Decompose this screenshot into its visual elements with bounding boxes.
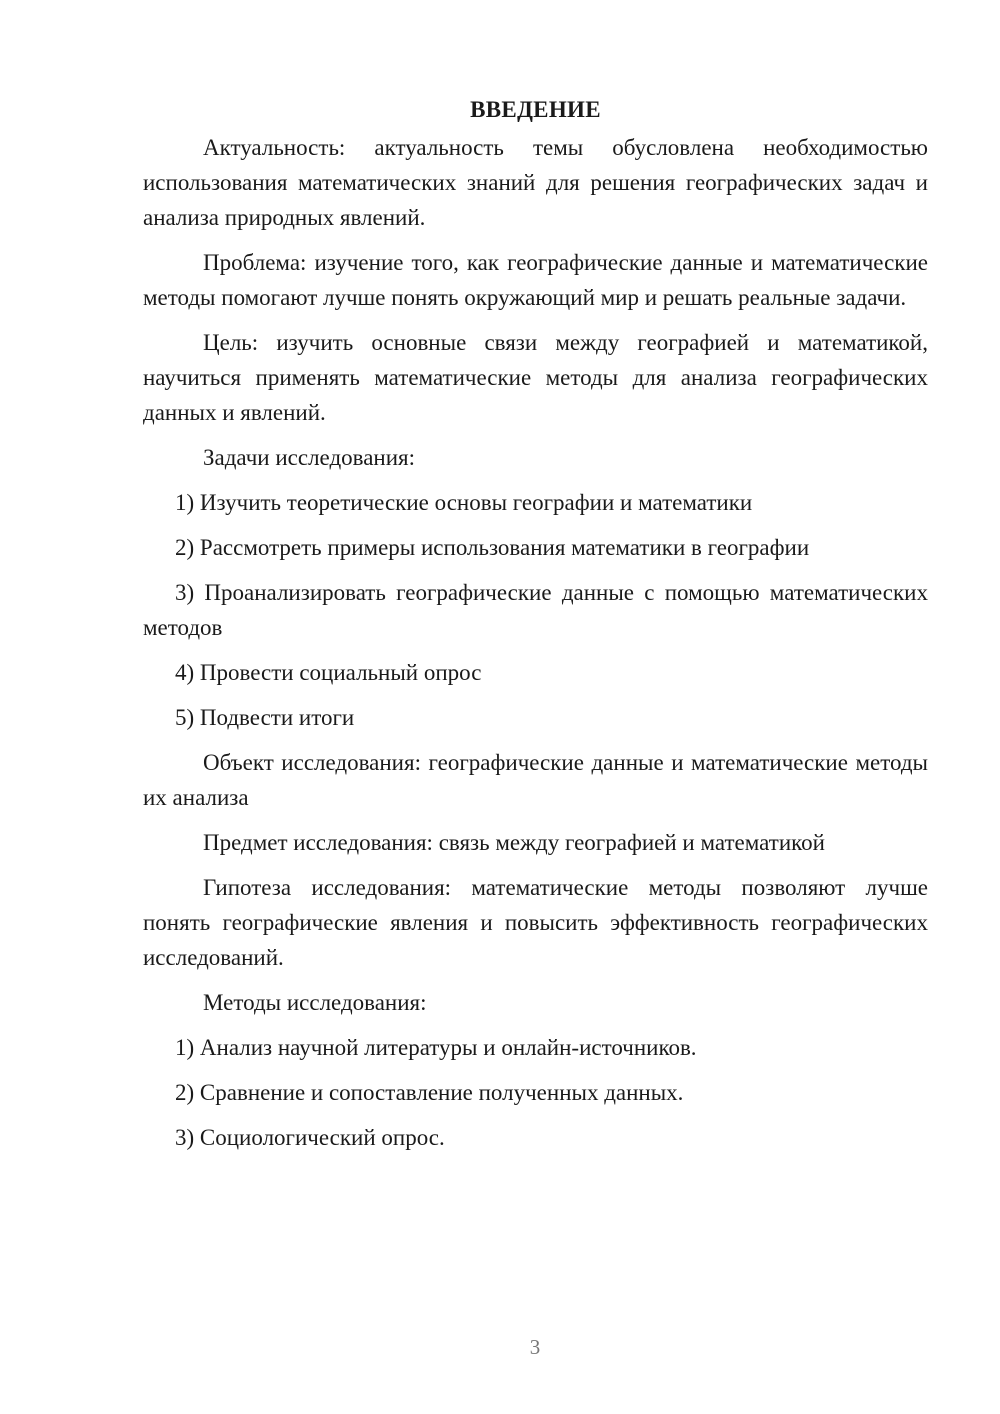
task-item-5: 5) Подвести итоги (175, 705, 355, 730)
method-item-1: 1) Анализ научной литературы и онлайн-источников. (175, 1035, 697, 1060)
paragraph-relevance: Актуальность: актуальность темы обусловлена необходимостью использования математических знаний для решения географических задач и анализа природных явлений. (143, 135, 928, 230)
paragraph-object: Объект исследования: географические данные и математические методы их анализа (143, 750, 928, 810)
task-item-1: 1) Изучить теоретические основы географии и математики (175, 490, 753, 515)
paragraph-goal: Цель: изучить основные связи между географией и математикой, научиться применять математические методы для анализа географических данных и явлений. (143, 330, 928, 425)
paragraph-problem: Проблема: изучение того, как географические данные и математические методы помогают лучше понять окружающий мир и решать реальные задачи. (143, 250, 928, 310)
paragraph-hypothesis: Гипотеза исследования: математические методы позволяют лучше понять географические явления и повысить эффективность географических исследований. (143, 875, 928, 970)
method-item-3: 3) Социологический опрос. (175, 1125, 445, 1150)
task-item-3: 3) Проанализировать географические данные с помощью математических методов (143, 580, 928, 640)
task-item-2: 2) Рассмотреть примеры использования математики в географии (175, 535, 810, 560)
tasks-heading: Задачи исследования: (203, 445, 416, 470)
page-content (143, 92, 928, 1165)
paragraph-subject: Предмет исследования: связь между географией и математикой (203, 830, 825, 855)
methods-heading: Методы исследования: (203, 990, 427, 1015)
page-number: 3 (529, 1335, 541, 1359)
task-item-4: 4) Провести социальный опрос (175, 660, 482, 685)
page-title: ВВЕДЕНИЕ (470, 97, 601, 122)
method-item-2: 2) Сравнение и сопоставление полученных данных. (175, 1080, 684, 1105)
